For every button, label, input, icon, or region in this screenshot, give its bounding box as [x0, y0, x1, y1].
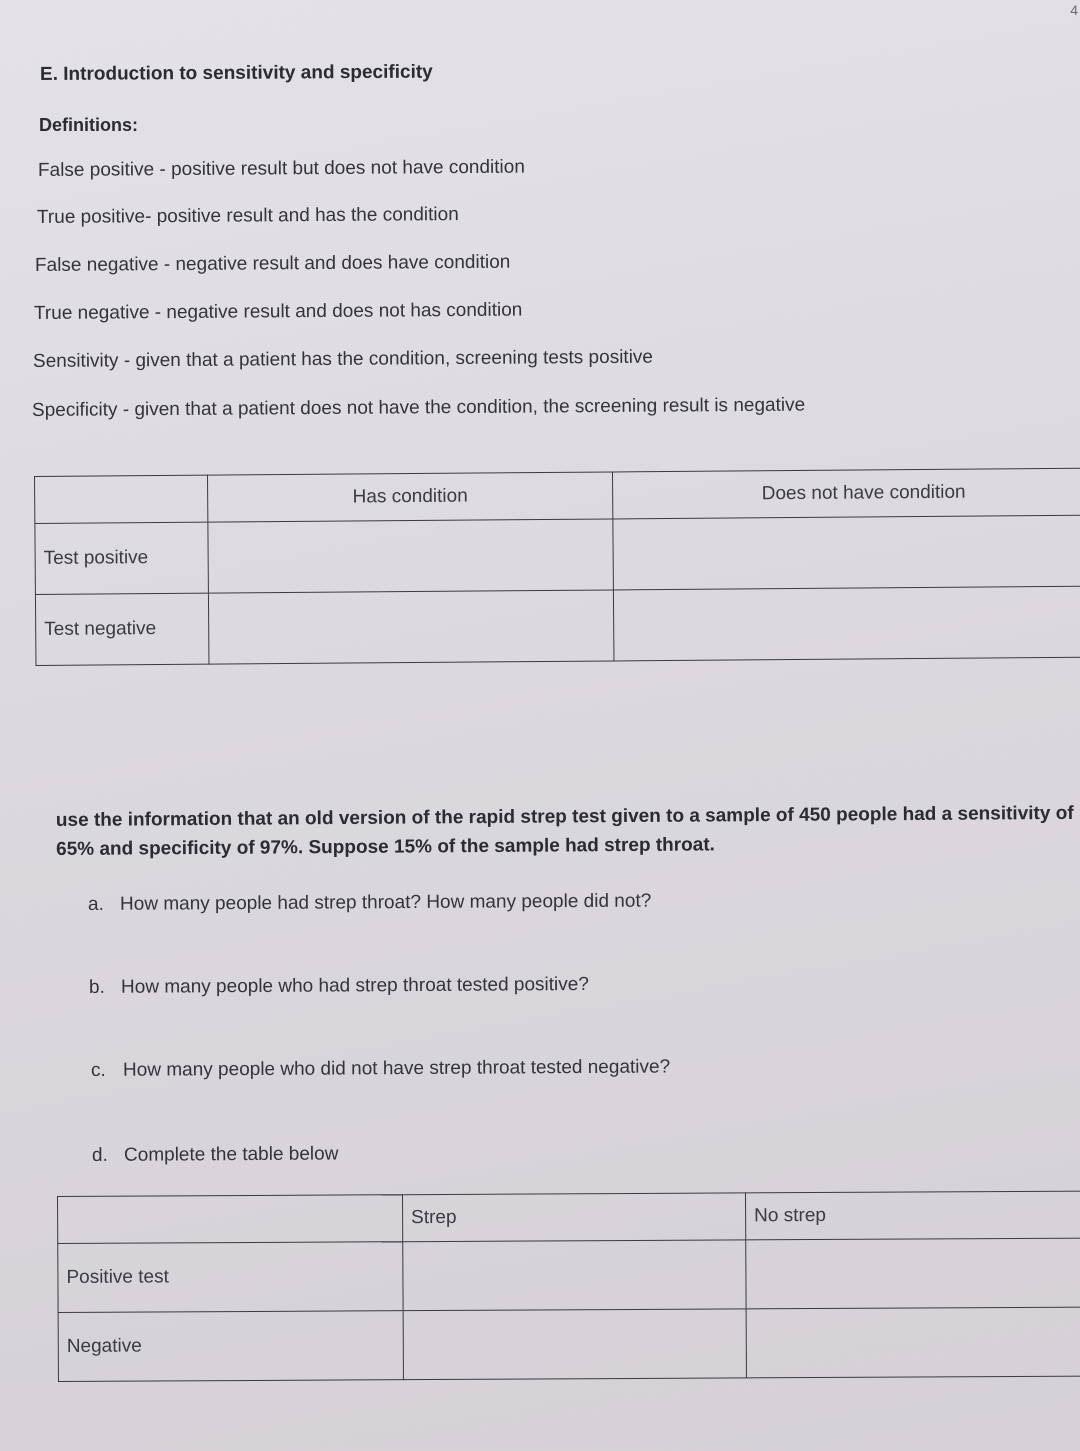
- definition-false-negative: False negative - negative result and does have condition: [34, 251, 511, 276]
- page-number: 4: [1070, 2, 1078, 18]
- table-row: [35, 586, 1080, 665]
- cell-test-positive-no-condition[interactable]: [613, 515, 1080, 590]
- row-label-negative: Negative: [58, 1311, 403, 1382]
- question-letter: d.: [91, 1144, 108, 1166]
- question-c: [91, 1056, 670, 1082]
- question-a: [88, 891, 651, 916]
- header-no-strep: No strep: [745, 1191, 1080, 1240]
- row-label-positive-test: Positive test: [58, 1242, 403, 1313]
- condition-table: [34, 468, 1080, 666]
- definition-sensitivity: Sensitivity - given that a patient has the condition, screening tests positive: [32, 346, 654, 372]
- definition-false-positive: False positive - positive result but does not have condition: [37, 156, 525, 181]
- row-label-test-negative: Test negative: [35, 593, 209, 665]
- question-letter: b.: [88, 976, 105, 998]
- table-header-row: [58, 1191, 1080, 1244]
- cell-positive-no-strep[interactable]: [746, 1238, 1080, 1309]
- table-row: [35, 515, 1080, 594]
- question-letter: a.: [87, 893, 104, 915]
- definitions-heading: Definitions:: [39, 115, 138, 135]
- question-text: How many people who did not have strep throat tested negative?: [122, 1056, 671, 1081]
- cell-negative-strep[interactable]: [403, 1309, 746, 1380]
- row-label-test-positive: Test positive: [35, 522, 209, 594]
- cell-test-positive-has-condition[interactable]: [208, 519, 614, 593]
- cell-test-negative-has-condition[interactable]: [208, 590, 614, 664]
- table-row: [58, 1238, 1080, 1313]
- table-corner-cell: [35, 475, 208, 523]
- question-b: [89, 974, 589, 999]
- table-corner-cell: [58, 1195, 403, 1244]
- question-text: Complete the table below: [123, 1143, 339, 1166]
- table-header-row: [35, 468, 1080, 523]
- definition-true-positive: True positive- positive result and has the condition: [36, 204, 459, 228]
- question-text: How many people who had strep throat tested positive?: [120, 973, 589, 998]
- definition-true-negative: True negative - negative result and does not has condition: [33, 299, 523, 324]
- cell-test-negative-no-condition[interactable]: [613, 586, 1080, 661]
- section-title: E. Introduction to sensitivity and specificity: [39, 61, 433, 85]
- header-has-condition: Has condition: [207, 472, 612, 522]
- problem-statement: use the information that an old version of the rapid strep test given to a sample of 450 people had a sensitivity of 65% and specificity of 97%. Suppose 15% of the sample had strep throat.: [55, 802, 1074, 860]
- table-row: [58, 1307, 1080, 1382]
- header-does-not-have-condition: Does not have condition: [612, 468, 1080, 519]
- definition-specificity: Specificity - given that a patient does not have the condition, the screening result is negative: [31, 394, 806, 421]
- question-d: [92, 1143, 339, 1167]
- question-text: How many people had strep throat? How many people did not?: [119, 890, 652, 915]
- cell-negative-no-strep[interactable]: [746, 1307, 1080, 1378]
- cell-positive-strep[interactable]: [403, 1240, 746, 1311]
- question-letter: c.: [90, 1059, 106, 1081]
- strep-table: [57, 1190, 1080, 1382]
- header-strep: Strep: [402, 1193, 745, 1242]
